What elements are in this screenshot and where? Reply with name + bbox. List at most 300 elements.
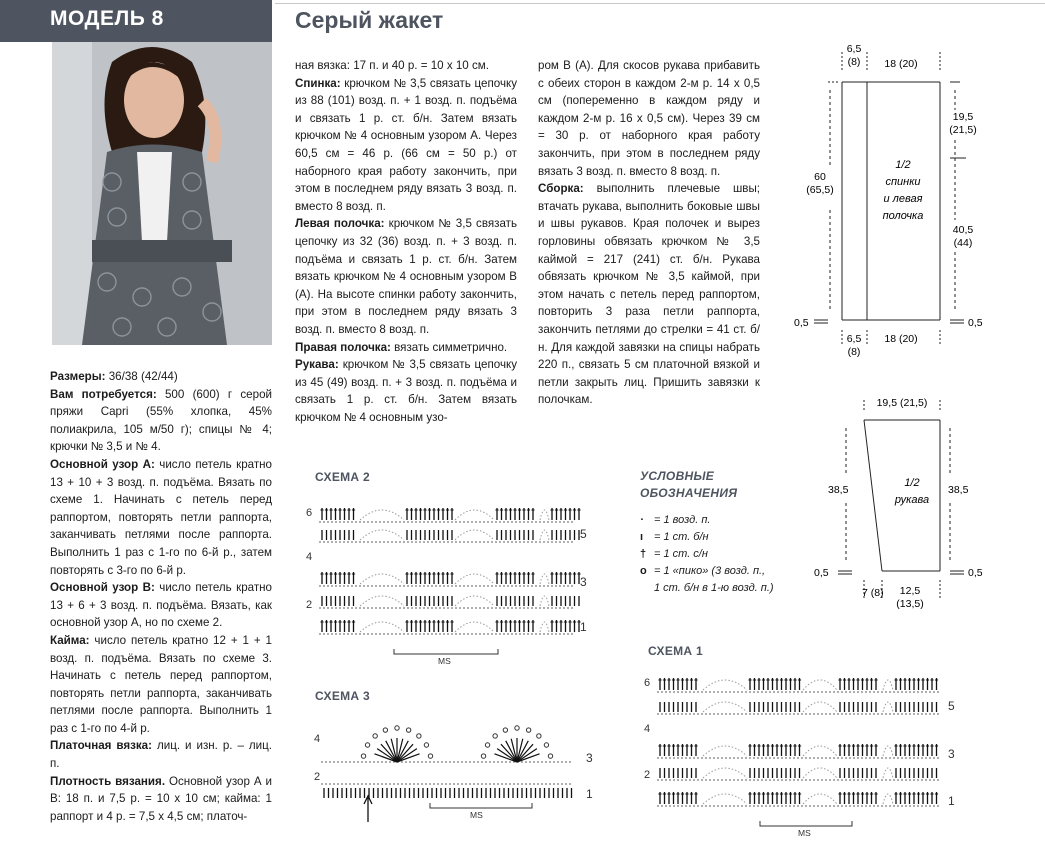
chain-dots [505,761,507,763]
chain-dots [841,691,843,693]
chain-dots [319,585,321,587]
chain-dots [527,607,529,609]
chain-dots [469,761,471,763]
chain-arc [360,596,404,606]
chain-dots [539,633,541,635]
chain-dots [487,633,489,635]
chain-dots [451,607,453,609]
chain-dots [769,805,771,807]
chain-dots [475,633,477,635]
chain-dots [327,585,329,587]
chain-dots [913,779,915,781]
chain-dots [335,633,337,635]
chain-dots [569,761,571,763]
row-number-left: 6 [306,507,313,519]
legend-picot-cont: 1 ст. б/н в 1-ю возд. п.) [654,582,774,594]
chain-dots [331,633,333,635]
chain-dots [511,541,513,543]
chain-dots [749,691,751,693]
chain-dots [567,541,569,543]
chain-dots [449,783,451,785]
chain-dots [495,585,497,587]
chain-dots [455,541,457,543]
chain-dots [335,607,337,609]
chain-dots [547,585,549,587]
chain-dots [407,607,409,609]
chain-dots [897,691,899,693]
p2-edge-right: 0,5 [968,567,983,579]
single-crochet-icon: ı [640,531,644,543]
back-label: Спинка: [295,76,341,90]
chain-dots [829,779,831,781]
chain-dots [331,585,333,587]
chain-dots [487,585,489,587]
chain-dots [909,713,911,715]
chain-dots [329,783,331,785]
chain-dots [897,757,899,759]
chain-dots [519,633,521,635]
chain-dots [343,585,345,587]
chain-dots [527,541,529,543]
chain-dots [421,783,423,785]
chain-dots [445,761,447,763]
chain-dots [555,541,557,543]
chain-dots [345,783,347,785]
chain-dots [517,783,519,785]
chain-dots [885,713,887,715]
chain-dots [781,805,783,807]
model-label: МОДЕЛЬ 8 [50,7,164,30]
chain-dots [681,713,683,715]
chain-arc [540,622,549,632]
chain-dots [503,541,505,543]
chain-dots [421,761,423,763]
chain-dots [357,783,359,785]
chain-dots [829,805,831,807]
chain-dots [411,585,413,587]
chain-dots [359,521,361,523]
chain-dots [781,691,783,693]
chain-dots [439,541,441,543]
col3-continuation: ром В (А). Для скосов рукава прибавить с обеих сторон в каждом 2-м р. 14 х 0,5 см (попеременно в каждом ряду и каждом 2-м р. 16 х 0,5 см). Через 39 см = 30 р. от наборного края работу закончить, при этом в последнем ряду вязать 3 возд. п. вместо 8 возд. п. [538,59,760,178]
chain-dots [725,713,727,715]
chain-dots [901,713,903,715]
chain-dots [347,607,349,609]
chain-dots [837,713,839,715]
chain-dots [669,805,671,807]
chain-dots [403,541,405,543]
chain-arc [360,622,404,632]
chain-dots [705,757,707,759]
chain-dots [539,607,541,609]
chain-dots [375,585,377,587]
chain-dots [539,521,541,523]
left-front-label: Левая полочка: [295,217,385,231]
chain-dots [479,585,481,587]
chain-dots [511,607,513,609]
chain-dots [559,585,561,587]
chain-dots [535,521,537,523]
chain-dots [557,783,559,785]
chain-dots [367,633,369,635]
chain-dots [717,691,719,693]
chain-dots [483,521,485,523]
chain-dots [339,633,341,635]
chain-dots [693,757,695,759]
chain-dots [543,521,545,523]
chain-dots [437,783,439,785]
chain-dots [483,541,485,543]
chain-dots [443,607,445,609]
chain-dots [543,607,545,609]
ms-bracket [394,649,498,654]
chain-dots [499,521,501,523]
chain-arc [883,746,893,756]
chain-dots [541,761,543,763]
chain-dots [889,713,891,715]
chain-dots [665,779,667,781]
chain-dots [391,585,393,587]
p1-left-height: 60 (65,5) [806,171,834,196]
chain-dots [455,521,457,523]
chain-dots [917,713,919,715]
chain-dots [745,757,747,759]
chain-dots [363,521,365,523]
chain-dots [369,761,371,763]
chain-dots [375,521,377,523]
chain-dots [925,805,927,807]
chain-dots [499,633,501,635]
chain-dots [933,713,935,715]
chain-dots [865,779,867,781]
chain-dots [869,713,871,715]
chain-dots [399,607,401,609]
chain-dots [511,585,513,587]
chain-dots [391,541,393,543]
chain-dots [337,783,339,785]
chain-dots [545,783,547,785]
chain-dots [837,691,839,693]
row-number-left: 4 [644,723,651,735]
chain-dots [765,757,767,759]
chain-dots [709,691,711,693]
chain-dots [503,607,505,609]
ms-bracket [430,803,532,808]
chain-dots [661,691,663,693]
chain-dots [523,585,525,587]
chain-dots [423,521,425,523]
chain-arc [803,680,837,690]
chain-dots [441,761,443,763]
chain-dots [491,633,493,635]
chain-dots [475,585,477,587]
chain-dots [661,713,663,715]
chain-dots [849,779,851,781]
chain-dots [789,757,791,759]
row-number-right: 1 [580,620,587,634]
chain-dots [443,633,445,635]
chain-dots [329,761,331,763]
chain-dots [749,779,751,781]
chain-arc [883,768,893,778]
chain-dots [865,805,867,807]
chain-dots [367,607,369,609]
chain-dots [749,713,751,715]
p2-edge-left: 0,5 [814,567,829,579]
chain-dots [523,541,525,543]
chain-dots [507,541,509,543]
chain-dots [463,633,465,635]
picot-mark [428,754,432,758]
chain-dots [937,779,939,781]
chain-dots [693,779,695,781]
chain-dots [413,783,415,785]
chain-dots [829,713,831,715]
chain-dots [531,521,533,523]
chain-dots [475,541,477,543]
chain-dots [399,585,401,587]
chain-dots [327,633,329,635]
chain-dots [757,691,759,693]
chain-dots [551,541,553,543]
chain-dots [861,757,863,759]
chain-dots [407,585,409,587]
chain-dots [857,691,859,693]
chain-dots [515,521,517,523]
chain-dots [467,633,469,635]
picot-mark [481,754,485,758]
chain-dots [327,521,329,523]
chain-dots [845,779,847,781]
chain-dots [379,633,381,635]
chain-dots [521,783,523,785]
chain-dots [733,713,735,715]
chain-dots [385,761,387,763]
chain-dots [685,805,687,807]
chain-dots [905,779,907,781]
chain-dots [737,779,739,781]
chain-dots [485,761,487,763]
chain-dots [873,779,875,781]
chain-dots [813,691,815,693]
chain-dots [563,521,565,523]
chain-dots [439,585,441,587]
chain-dots [497,783,499,785]
chain-dots [681,805,683,807]
chain-dots [753,757,755,759]
chain-dots [933,691,935,693]
chain-dots [463,521,465,523]
chain-dots [499,607,501,609]
chain-arc [803,768,837,778]
chain-dots [793,757,795,759]
chain-dots [737,757,739,759]
chain-dots [809,713,811,715]
chain-dots [555,607,557,609]
chain-dots [355,607,357,609]
chain-dots [769,779,771,781]
chain-dots [761,713,763,715]
picot-mark [395,726,399,730]
chain-dots [371,521,373,523]
chain-dots [417,783,419,785]
chain-dots [725,805,727,807]
chain-dots [785,805,787,807]
chain-dots [427,585,429,587]
chain-dots [445,783,447,785]
chain-dots [689,805,691,807]
chain-dots [399,541,401,543]
chain-dots [407,541,409,543]
chain-dots [363,633,365,635]
chain-dots [833,757,835,759]
chain-dots [549,783,551,785]
pattern-sleeve [790,388,1040,618]
chain-dots [333,783,335,785]
chain-dots [327,541,329,543]
p2-bottom-right: 12,5 (13,5) [896,585,924,610]
chain-dots [725,779,727,781]
chain-dots [521,761,523,763]
p2-top: 19,5 (21,5) [876,397,928,409]
picot-mark [515,726,519,730]
arrow-up-icon [364,796,372,822]
chain-dots [503,585,505,587]
row-number-right: 1 [586,787,593,801]
picot-mark [417,734,421,738]
chain-arc [883,680,893,690]
chain-dots [709,757,711,759]
chain-dots [765,779,767,781]
chain-dots [339,607,341,609]
chain-dots [917,691,919,693]
chain-dots [713,691,715,693]
chain-dots [857,805,859,807]
chain-dots [825,779,827,781]
chain-dots [475,607,477,609]
chain-dots [797,805,799,807]
chain-dots [805,713,807,715]
ms-label: MS [438,656,451,666]
chain-dots [805,691,807,693]
chain-dots [705,779,707,781]
chain-dots [413,761,415,763]
chain-dots [459,585,461,587]
chain-dots [785,713,787,715]
chain-dots [531,541,533,543]
chain-dots [685,691,687,693]
chain-dots [817,691,819,693]
chain-dots [689,713,691,715]
chain-dots [431,607,433,609]
chain-dots [877,691,879,693]
chain-dots [857,757,859,759]
chain-dots [383,521,385,523]
chain-dots [335,521,337,523]
chain-dots [513,783,515,785]
chain-dots [399,633,401,635]
chain-dots [489,761,491,763]
chain-dots [427,541,429,543]
chain-arc [540,596,549,606]
left-front-text: крючком № 3,5 связать цепочку из 32 (36) возд. п. + 3 возд. п. подъёма и связать 1 р. ст. б/н. Затем вязать крючком № 4 основным узором В (А). На высоте спинки работу закончить, при этом в последнем ряду вязать 3 возд. п. вместо 8 возд. п. [295,217,517,336]
chain-dots [417,761,419,763]
chain-dots [373,761,375,763]
chain-dots [733,691,735,693]
chain-dots [929,757,931,759]
chain-dots [401,783,403,785]
chain-dots [733,779,735,781]
chain-dots [841,779,843,781]
chain-dots [877,805,879,807]
chain-dots [355,633,357,635]
chain-dots [805,779,807,781]
row-number-right: 1 [948,794,955,808]
chain-dots [853,757,855,759]
chain-dots [709,805,711,807]
chain-dots [371,585,373,587]
chain-dots [813,757,815,759]
chain-dots [821,691,823,693]
chain-dots [865,713,867,715]
chain-dots [353,761,355,763]
chain-arc [360,574,404,584]
chain-dots [693,713,695,715]
chain-dots [507,607,509,609]
chain-dots [351,607,353,609]
chain-dots [571,607,573,609]
chain-dots [527,521,529,523]
chain-dots [331,607,333,609]
chain-dots [793,713,795,715]
chain-dots [537,783,539,785]
chain-dots [567,585,569,587]
chain-dots [793,779,795,781]
ms-label: MS [798,828,811,838]
chain-dots [509,783,511,785]
scheme-3-title: СХЕМА 3 [315,689,370,703]
chain-dots [793,691,795,693]
chain-dots [493,783,495,785]
chain-dots [781,779,783,781]
chain-dots [411,521,413,523]
chain-arc [883,794,893,804]
chain-dots [817,713,819,715]
chain-dots [563,633,565,635]
model-photo-illustration [52,42,272,345]
chain-dots [431,541,433,543]
pattern-a-label: Основной узор А: [50,457,155,471]
chain-dots [477,783,479,785]
chain-dots [777,779,779,781]
p2-label: 1/2 рукава [894,477,930,506]
right-front-text: вязать симметрично. [390,340,508,354]
picot-icon: o [640,565,647,577]
chain-dots [559,607,561,609]
chain-dots [673,691,675,693]
row-number-left: 2 [314,771,321,783]
chain-dots [427,521,429,523]
chain-dots [813,805,815,807]
chain-dots [817,805,819,807]
chain-dots [555,633,557,635]
chain-dots [407,633,409,635]
picot-mark [373,734,377,738]
chain-dots [861,713,863,715]
chain-dots [425,761,427,763]
picot-mark [503,728,507,732]
chain-dots [901,757,903,759]
